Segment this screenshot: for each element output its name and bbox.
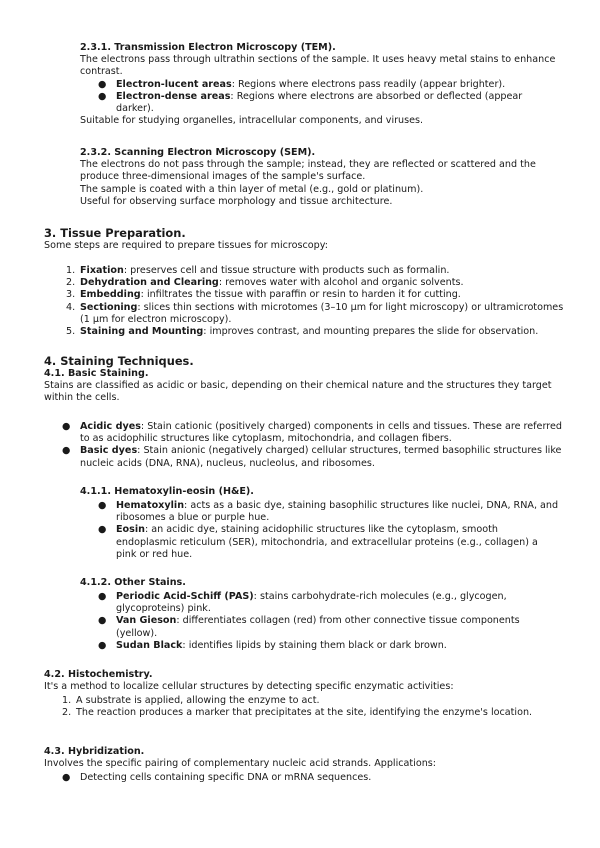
histochemistry-section: [44, 669, 564, 693]
section-title: 3. Tissue Preparation.: [44, 226, 186, 240]
term: Hematoxylin: [116, 500, 185, 511]
list-item: [66, 289, 564, 301]
tem-intro: The electrons pass through ultrathin sections of the sample. It uses heavy metal stains to enhance contrast.: [80, 54, 556, 78]
step-number: 3.: [66, 289, 76, 301]
list-item: [66, 301, 564, 326]
list-item: [62, 772, 560, 784]
tissue-intro: Some steps are required to prepare tissues for microscopy:: [44, 240, 328, 251]
sem-heading: 2.3.2. Scanning Electron Microscopy (SEM).: [80, 147, 316, 158]
description: : slices thin sections with microtomes (3–10 µm for light microscopy) or ultramicrotomes (1 µm for electron microscopy).: [80, 301, 564, 325]
staining-intro: Stains are classified as acidic or basic, depending on their chemical nature and the structures they target within the cells.: [44, 380, 552, 404]
he-list: [98, 500, 560, 561]
subsection-title: 4.3. Hybridization.: [44, 746, 145, 757]
description: : improves contrast, and mounting prepares the slide for observation.: [203, 326, 539, 338]
description: The reaction produces a marker that precipitates at the site, identifying the enzyme's location.: [76, 707, 533, 719]
description: : preserves cell and tissue structure with products such as formalin.: [123, 265, 450, 276]
description: : Regions where electrons are absorbed or deflected (appear darker).: [116, 90, 523, 115]
description: : removes water with alcohol and organic solvents.: [218, 277, 464, 289]
subsection-title: 4.1.2. Other Stains.: [80, 577, 186, 588]
bullet-icon: ●: [98, 500, 107, 511]
tissue-section: [44, 226, 564, 252]
description: : infiltrates the tissue with paraffin or resin to harden it for cutting.: [140, 289, 461, 301]
step-number: 2.: [62, 707, 72, 719]
sem-paragraph: The electrons do not pass through the sample; instead, they are reflected or scattered and the produce three-dimensional images of the sample's surface.: [80, 159, 536, 183]
list-item: [98, 591, 560, 615]
description: Detecting cells containing specific DNA or mRNA sequences.: [80, 772, 372, 783]
term: Fixation: [80, 265, 124, 276]
list-item: [66, 326, 564, 338]
subsection-title: 4.1.1. Hematoxylin-eosin (H&E).: [80, 486, 254, 497]
list-item: [98, 90, 560, 115]
bullet-icon: ●: [98, 591, 107, 602]
subsection-title: 4.1. Basic Staining.: [44, 368, 149, 379]
description: : acts as a basic dye, staining basophilic structures like nuclei, DNA, RNA, and ribosomes a blue or purple hue.: [116, 500, 559, 524]
tem-note: Suitable for studying organelles, intracellular components, and viruses.: [80, 115, 424, 127]
step-number: 4.: [66, 301, 76, 313]
description: : an acidic dye, staining acidophilic structures like the cytoplasm, smooth endoplasmic reticulum (SER), mitochondria, and extracellular proteins (e.g., collagen) a pink or red hue.: [116, 524, 538, 560]
bullet-icon: ●: [62, 445, 71, 457]
description: A substrate is applied, allowing the enzyme to act.: [76, 695, 320, 706]
term: Eosin: [116, 524, 145, 536]
term: Basic dyes: [80, 445, 138, 457]
list-item: [98, 500, 560, 524]
step-number: 2.: [66, 277, 76, 289]
description: : Stain cationic (positively charged) components in cells and tissues. These are referred to as acidophilic structures like cytoplasm, mitochondria, and collagen fibers.: [80, 421, 562, 445]
step-number: 5.: [66, 326, 76, 338]
list-item: [98, 524, 560, 561]
term: Electron-lucent areas: [116, 78, 232, 90]
tissue-step-list: [66, 265, 564, 338]
hybridization-section: [44, 746, 564, 770]
step-number: 1.: [66, 265, 76, 276]
description: : stains carbohydrate-rich molecules (e.g., glycogen, glycoproteins) pink.: [116, 591, 507, 615]
term: Electron-dense areas: [116, 90, 231, 102]
other-stains-list: [98, 591, 560, 652]
list-item: [98, 639, 560, 652]
bullet-icon: ●: [98, 524, 107, 536]
sem-section: [80, 147, 560, 208]
histochemistry-steps: [62, 695, 560, 719]
histochemistry-intro: It's a method to localize cellular structures by detecting specific enzymatic activities:: [44, 681, 454, 693]
description: : Stain anionic (negatively charged) cellular structures, termed basophilic structures like nucleic acids (DNA, RNA), nucleus, nucleolus, and ribosomes.: [80, 445, 562, 469]
section-title: 4. Staining Techniques.: [44, 354, 194, 368]
term: Periodic Acid-Schiff (PAS): [116, 591, 254, 602]
term: Acidic dyes: [80, 421, 141, 432]
term: Van Gieson: [116, 615, 177, 627]
he-section: [80, 486, 560, 498]
list-item: [98, 615, 560, 639]
bullet-icon: ●: [98, 639, 107, 651]
term: Dehydration and Clearing: [80, 277, 219, 289]
dye-list: [62, 421, 564, 470]
list-item: [62, 695, 560, 707]
tem-heading: 2.3.1. Transmission Electron Microscopy (TEM).: [80, 42, 336, 53]
list-item: [62, 707, 560, 719]
description: : Regions where electrons pass readily (appear brighter).: [231, 78, 506, 90]
tem-bullet-list: [80, 79, 560, 116]
sem-paragraph: The sample is coated with a thin layer of metal (e.g., gold or platinum).: [80, 183, 424, 195]
step-number: 1.: [62, 695, 72, 706]
term: Sudan Black: [116, 639, 183, 651]
list-item: [66, 265, 564, 277]
term: Sectioning: [80, 301, 138, 313]
hybridization-list: [62, 772, 560, 784]
hybridization-intro: Involves the specific pairing of complementary nucleic acid strands. Applications:: [44, 758, 437, 770]
description: : identifies lipids by staining them black or dark brown.: [182, 639, 447, 651]
bullet-icon: ●: [62, 772, 71, 783]
list-item: [66, 277, 564, 289]
staining-section: [44, 354, 564, 405]
other-stains-section: [80, 577, 560, 589]
bullet-icon: ●: [98, 78, 107, 90]
list-item: [62, 445, 564, 469]
subsection-title: 4.2. Histochemistry.: [44, 669, 153, 680]
term: Staining and Mounting: [80, 326, 204, 338]
bullet-icon: ●: [62, 421, 71, 432]
bullet-icon: ●: [98, 90, 107, 102]
tem-section: [80, 42, 560, 127]
term: Embedding: [80, 289, 141, 301]
sem-paragraph: Useful for observing surface morphology and tissue architecture.: [80, 195, 393, 207]
list-item: [98, 78, 560, 91]
list-item: [62, 421, 564, 445]
description: : differentiates collagen (red) from other connective tissue components (yellow).: [116, 615, 520, 639]
bullet-icon: ●: [98, 615, 107, 627]
